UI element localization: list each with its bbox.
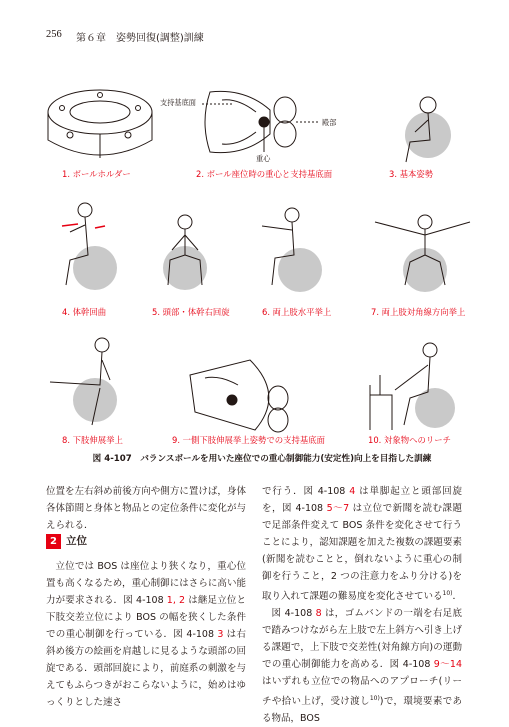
caption-5: 5. 頭部・体幹右回旋 [152,307,230,317]
right-paragraph-1: で行う．図 4-108 4 は単脚起立と頭部回旋を，図 4-108 5～7 は立位で新聞を読む課題で足部条件変えて BOS 条件を変化させて行うことにより，認知課題を加えた複数の課題要素(新聞を読むことと，倒れないように重心の制御を行うこと，2 つの注意力をふり分ける)を取り入れて課題の難易度を変化させている$^{10)}$． [262,486,463,603]
left-column-body [46,558,246,711]
right-column [262,483,462,727]
caption-1: 1. ボールホルダー [62,169,131,179]
left-paragraph-1: 位置を左右斜め前後方向や側方に置けば，身体各体節間と身体と物品との定位条件に変化が与えられる． [46,486,246,531]
left-column [46,483,246,534]
section-title: 立位 [66,535,87,547]
caption-7: 7. 両上肢対角線方向挙上 [371,307,466,317]
caption-4: 4. 体幹回曲 [62,307,107,317]
arms-horizontal-illustration [262,208,322,292]
page-number: 256 [46,29,62,40]
section-number: 2 [46,534,61,549]
caption-10: 10. 対象物へのリーチ [368,435,451,445]
caption-6: 6. 両上肢水平挙上 [262,307,332,317]
basic-posture-illustration [405,97,451,162]
hip-label: 殿部 [322,118,337,127]
head-trunk-rotation-illustration [163,215,207,290]
trunk-rotation-illustration [62,203,117,290]
leg-extension-illustration [50,338,117,425]
chapter-title: 第６章 姿勢回復(調整)訓練 [76,33,204,44]
support-base-illustration [200,91,320,152]
caption-3: 3. 基本姿勢 [389,169,434,179]
figure-title: 図 4-107 バランスボールを用いた座位での重心制御能力(安定性)向上を目指した訓練 [92,454,432,464]
support-base-label: 支持基底面 [160,98,196,107]
caption-9: 9. 一側下肢伸展挙上姿勢での支持基底面 [172,435,326,445]
section-heading [46,533,87,549]
arms-diagonal-illustration [375,215,470,292]
right-paragraph-2: 図 4-108 8 は，ゴムバンドの一端を右足底で踏みつけながら左上肢で左上斜方へ引き上げる課題で，上下肢で交差性(対角線方向)の運動での重心制御能力を高める．図 4-108 9～14 はいずれも立位での物品へのアプローチ(リーチや拾い上げ，受け渡し$^{10)}$)で，環境要素である物品，BOS [262,608,462,725]
one-leg-support-base-illustration [190,360,288,432]
left-paragraph-2: 立位では BOS は座位より狭くなり，重心位置も高くなるため，重心制御にはさらに高い能力が要求される．図 4-108 1, 2 は継足立位と下肢交差立位により BOS の幅を狭くした条件での重心制御を行っている．図 4-108 3 は右斜め後方の絵画を肩越しに見るような頭部の回旋である．頭部回旋により，前庭系の刺激を与えてもふらつきがおこらないように，始めはゆっくりとした速さ [46,561,246,708]
reach-object-illustration [370,343,455,430]
center-of-gravity-label: 重心 [256,154,271,163]
caption-2: 2. ボール座位時の重心と支持基底面 [196,169,333,179]
ball-holder-illustration [48,90,152,158]
caption-8: 8. 下肢伸展挙上 [62,435,123,445]
